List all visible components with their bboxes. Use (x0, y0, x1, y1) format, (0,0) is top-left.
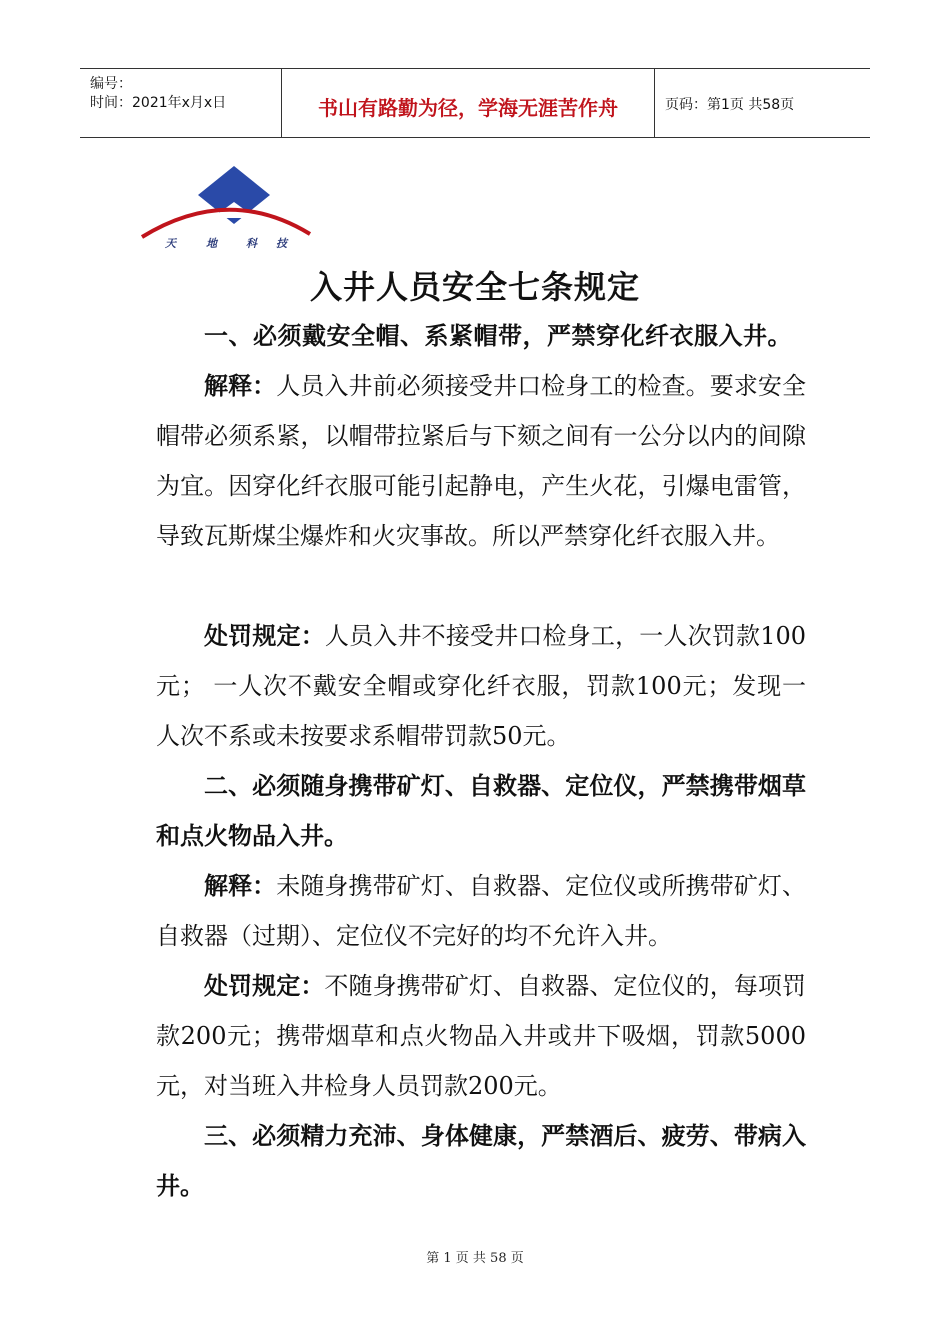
company-logo (138, 162, 318, 257)
section-3-heading: 三、必须精力充沛、身体健康，严禁酒后、疲劳、带病入井。 (156, 1121, 806, 1200)
document-header (80, 68, 870, 138)
explanation-label: 解释： (204, 371, 277, 400)
header-page-cell (655, 69, 870, 137)
penalty-text: 人员入井不接受井口检身工，一人次罚款100元； 一人次不戴安全帽或穿化纤衣服，罚款100元；发现一人次不系或未按要求系帽带罚款50元。 (156, 622, 807, 750)
document-date: 时间：2021年x月x日 (90, 95, 227, 111)
section-1-explanation (156, 361, 806, 561)
penalty-text: 不随身携带矿灯、自救器、定位仪的，每项罚款200元；携带烟草和点火物品入井或井下吸烟，罚款5000元，对当班入井检身人员罚款200元。 (156, 972, 807, 1100)
explanation-label: 解释： (204, 871, 277, 900)
section-2-explanation (156, 861, 806, 961)
document-number-label: 编号： (90, 76, 132, 92)
header-page-info: 页码：第1页 共58页 (665, 97, 795, 113)
header-meta-cell (80, 69, 281, 137)
header-motto-cell (281, 69, 655, 137)
page-footer: 第 1 页 共 58 页 (426, 1251, 524, 1266)
section-2-penalty (156, 961, 806, 1111)
header-motto: 书山有路勤为径，学海无涯苦作舟 (318, 96, 618, 120)
explanation-text: 未随身携带矿灯、自救器、定位仪或所携带矿灯、自救器（过期）、定位仪不完好的均不允许入井。 (156, 872, 806, 950)
logo-char: 天 (165, 237, 176, 250)
logo-char: 科 (246, 237, 257, 250)
section-1-penalty (156, 611, 806, 761)
penalty-label: 处罚规定： (204, 971, 325, 1000)
logo-char: 技 (276, 237, 287, 250)
logo-char: 地 (206, 237, 217, 250)
document-title: 入井人员安全七条规定 (309, 268, 640, 306)
section-2-heading: 二、必须随身携带矿灯、自救器、定位仪，严禁携带烟草和点火物品入井。 (156, 771, 806, 850)
penalty-label: 处罚规定： (204, 621, 325, 650)
section-1-heading: 一、必须戴安全帽、系紧帽带，严禁穿化纤衣服入井。 (204, 321, 792, 350)
explanation-text: 人员入井前必须接受井口检身工的检查。要求安全帽带必须系紧，以帽带拉紧后与下颏之间有一公分以内的间隙为宜。因穿化纤衣服可能引起静电，产生火花，引爆电雷管，导致瓦斯煤尘爆炸和火灾事故。所以严禁穿化纤衣服入井。 (156, 372, 806, 550)
